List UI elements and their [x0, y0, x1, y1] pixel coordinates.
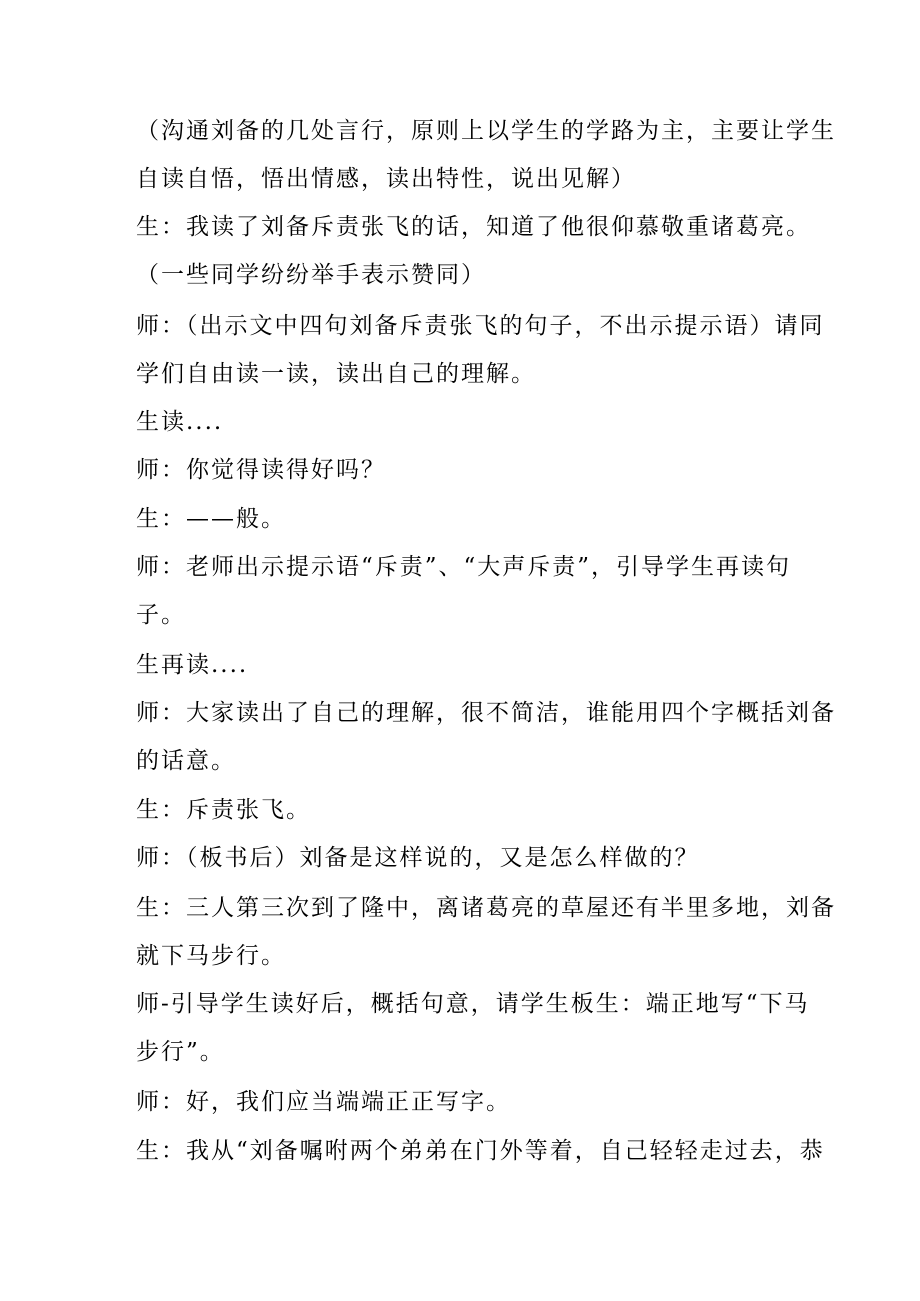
text-line: 子。: [136, 602, 186, 628]
text-line: 师：你觉得读得好吗？: [136, 457, 386, 483]
text-line: 生：斥责张飞。: [136, 797, 311, 823]
text-line: 师：大家读出了自己的理解，很不简洁，谁能用四个字概括刘备: [136, 700, 836, 726]
text-line: 师：老师出示提示语“斥责”、“大声斥责”，引导学生再读句: [136, 554, 792, 580]
text-line: 师：（板书后）刘备是这样说的，又是怎么样做的？: [136, 845, 700, 871]
text-line: 师-引导学生读好后，概括句意，请学生板生：端正地写“下马: [136, 991, 810, 1017]
text-line: 生：我读了刘备斥责张飞的话，知道了他很仰慕敬重诸葛亮。: [136, 214, 811, 240]
text-line: 生再读....: [136, 652, 249, 678]
text-line: 生读....: [136, 409, 224, 435]
text-line: 就下马步行。: [136, 943, 286, 969]
text-line: 自读自悟，悟出情感，读出特性，说出见解）: [136, 166, 636, 192]
text-line: 师：好，我们应当端端正正写字。: [136, 1089, 511, 1115]
text-line: （沟通刘备的几处言行，原则上以学生的学路为主，主要让学生: [136, 118, 836, 144]
text-line: 师：（出示文中四句刘备斥责张飞的句子，不出示提示语）请同: [136, 313, 825, 339]
text-line: 步行”。: [136, 1039, 225, 1065]
text-line: 生：三人第三次到了隆中，离诸葛亮的草屋还有半里多地，刘备: [136, 895, 836, 921]
text-line: （一些同学纷纷举手表示赞同）: [136, 262, 486, 288]
text-line: 生：——般。: [136, 506, 286, 532]
text-line: 学们自由读一读，读出自己的理解。: [136, 361, 536, 387]
text-line: 的话意。: [136, 748, 236, 774]
text-line: 生：我从“刘备嘱咐两个弟弟在门外等着，自己轻轻走过去，恭: [136, 1138, 825, 1164]
